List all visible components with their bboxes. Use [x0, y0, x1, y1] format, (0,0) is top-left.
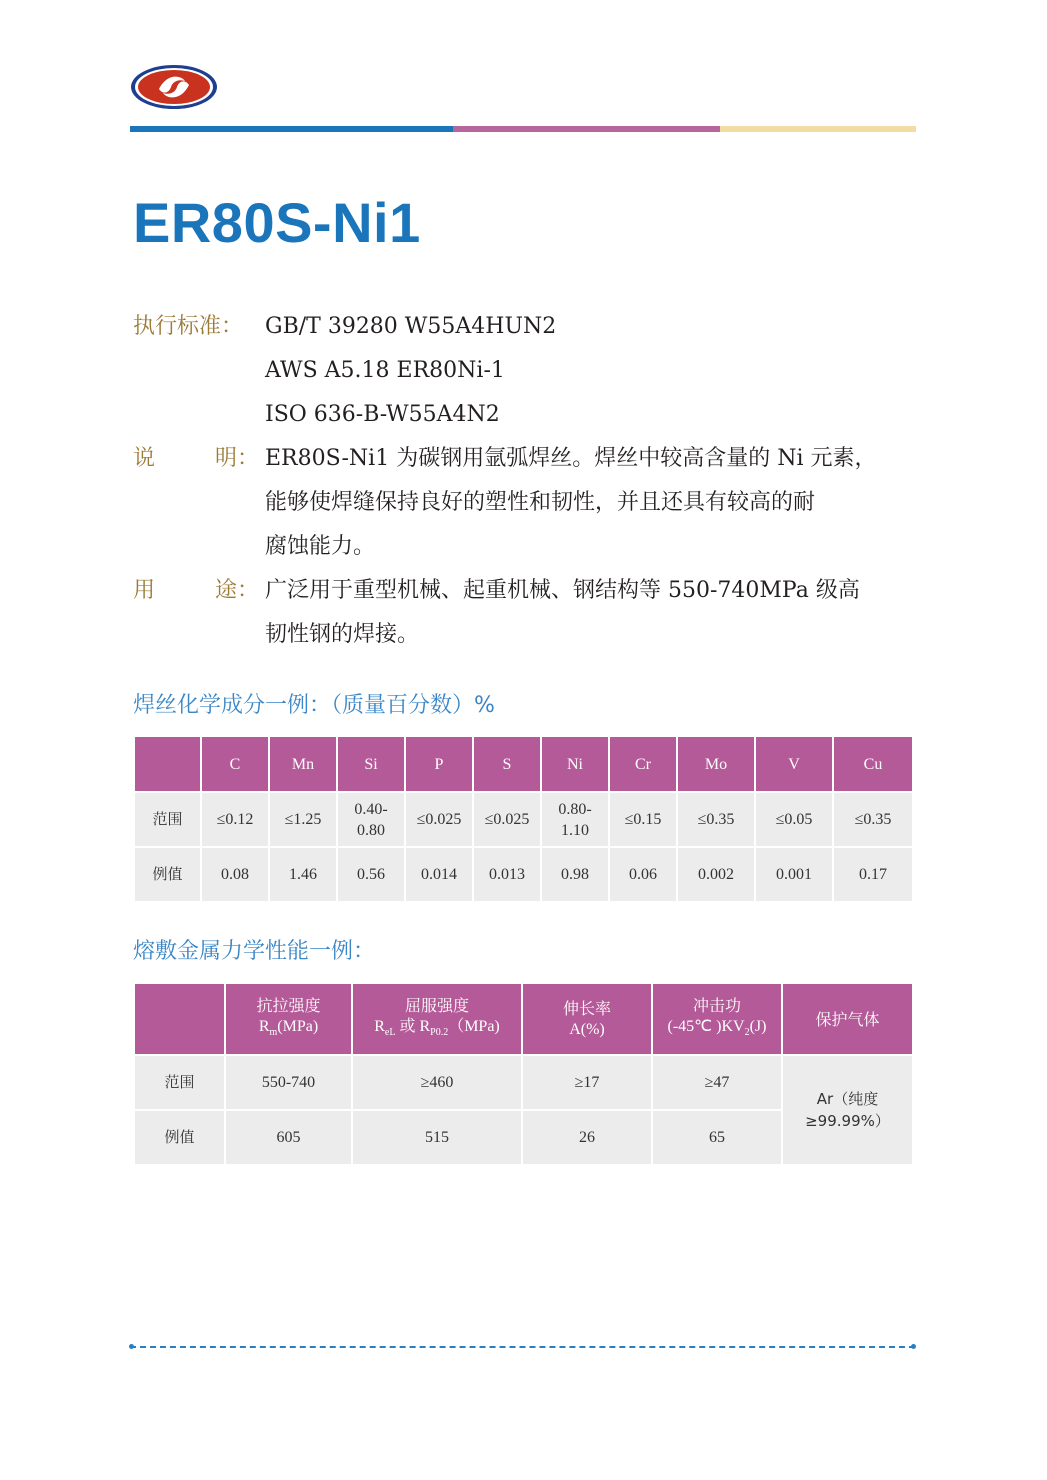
chem-cell: 0.17 — [833, 847, 912, 901]
description-label-b: 明： — [215, 446, 260, 471]
chem-cell: 0.06 — [609, 847, 677, 901]
chem-header-cell: P — [405, 737, 473, 792]
description-line: 能够使焊缝保持良好的塑性和韧性，并且还具有较高的耐 — [265, 490, 816, 515]
chem-table — [135, 737, 912, 901]
company-logo — [129, 63, 219, 111]
mech-header-gas: 保护气体 — [782, 984, 912, 1055]
mech-header-tensile — [225, 984, 352, 1055]
chem-cell: 0.56 — [337, 847, 405, 901]
usage-line: 韧性钢的焊接。 — [265, 622, 420, 647]
chem-header-cell: Mn — [269, 737, 337, 792]
mech-header-impact-unit — [653, 1016, 781, 1043]
chem-header-cell: Ni — [541, 737, 609, 792]
chem-header-cell: Cr — [609, 737, 677, 792]
product-title: ER80S-Ni1 — [133, 191, 421, 254]
footer-dot-right — [911, 1344, 916, 1349]
chem-cell: 0.001 — [755, 847, 833, 901]
mech-cell: 65 — [652, 1110, 782, 1164]
header-bar-purple — [453, 126, 720, 132]
chem-header-cell — [135, 737, 201, 792]
chem-cell: 0.08 — [201, 847, 269, 901]
footer-dashed-line — [130, 1346, 915, 1348]
description-text — [265, 437, 913, 569]
chem-header-cell: C — [201, 737, 269, 792]
description-line: 腐蚀能力。 — [265, 534, 376, 559]
chem-cell: ≤0.35 — [833, 792, 912, 847]
mech-row-label: 例值 — [135, 1110, 225, 1164]
unit-tail: (MPa) — [277, 1017, 319, 1035]
mech-gas-cell — [782, 1055, 912, 1164]
standard-value: GB/T 39280 W55A4HUN2 — [265, 314, 557, 339]
mech-header-tensile-unit — [226, 1016, 351, 1043]
chem-cell: ≤0.15 — [609, 792, 677, 847]
chem-cell: 0.013 — [473, 847, 541, 901]
chem-cell: 0.002 — [677, 847, 755, 901]
mech-header-elongation — [522, 984, 652, 1055]
standard-value: AWS A5.18 ER80Ni-1 — [265, 358, 505, 383]
mech-table — [135, 984, 912, 1164]
description-label-a: 说 — [133, 446, 156, 471]
chem-cell: 1.46 — [269, 847, 337, 901]
mech-header-impact-label: 冲击功 — [692, 995, 741, 1015]
standard-value: ISO 636-B-W55A4N2 — [265, 402, 500, 427]
unit-sub: eL — [384, 1027, 396, 1039]
chem-row-label: 例值 — [135, 847, 201, 901]
mech-cell: 605 — [225, 1110, 352, 1164]
chem-header-cell: Mo — [677, 737, 755, 792]
usage-line: 广泛用于重型机械、起重机械、钢结构等 550-740MPa 级高 — [265, 578, 860, 603]
mech-section-title: 熔敷金属力学性能一例： — [133, 939, 376, 964]
chem-header-cell: S — [473, 737, 541, 792]
header-bar-blue — [130, 126, 453, 132]
mech-cell: ≥47 — [652, 1055, 782, 1110]
unit-text: R — [258, 1017, 270, 1035]
chem-cell: ≤1.25 — [269, 792, 337, 847]
mech-cell: 550-740 — [225, 1055, 352, 1110]
chem-cell: 0.80- 1.10 — [541, 792, 609, 847]
chem-range-row — [135, 792, 912, 847]
description-line: ER80S-Ni1 为碳钢用氩弧焊丝。焊丝中较高含量的 Ni 元素， — [265, 446, 877, 471]
chem-header-cell: Cu — [833, 737, 912, 792]
mech-range-row — [135, 1055, 912, 1110]
unit-sub: m — [269, 1027, 278, 1039]
unit-tail: (J) — [749, 1017, 767, 1035]
mech-cell: ≥460 — [352, 1055, 522, 1110]
chem-section-title: 焊丝化学成分一例：（质量百分数）% — [133, 693, 495, 718]
standards-label-text: 执行标准 — [133, 314, 222, 339]
chem-header-cell: Si — [337, 737, 405, 792]
mech-header-elongation-label: 伸长率 — [562, 999, 611, 1018]
chem-example-row — [135, 847, 912, 901]
mech-header-impact — [652, 984, 782, 1055]
mech-cell: 515 — [352, 1110, 522, 1164]
mech-header-cell — [135, 984, 225, 1055]
chem-cell: ≤0.05 — [755, 792, 833, 847]
chem-header-cell: V — [755, 737, 833, 792]
mech-header-yield — [352, 984, 522, 1055]
chem-cell: ≤0.025 — [405, 792, 473, 847]
usage-label-b: 途： — [215, 578, 260, 603]
mech-cell: 26 — [522, 1110, 652, 1164]
unit-text: R — [374, 1017, 385, 1035]
chem-cell: ≤0.12 — [201, 792, 269, 847]
unit-text: (-45℃ )KV — [667, 1017, 745, 1035]
mech-header-tensile-label: 抗拉强度 — [256, 995, 321, 1015]
chem-row-label: 范围 — [135, 792, 201, 847]
header-bar-beige — [720, 126, 916, 132]
mech-header-elongation-unit: A(%) — [569, 1021, 605, 1038]
chem-cell: 0.98 — [541, 847, 609, 901]
footer-dot-left — [129, 1344, 134, 1349]
gas-line: Ar（纯度 — [816, 1090, 879, 1108]
usage-text — [265, 569, 913, 657]
usage-label-a: 用 — [133, 578, 156, 603]
unit-sub: 2 — [744, 1027, 750, 1039]
chem-cell: 0.40- 0.80 — [337, 792, 405, 847]
standards-values — [265, 305, 913, 437]
mech-header-yield-unit — [353, 1016, 521, 1043]
unit-tail: （MPa) — [448, 1017, 500, 1035]
standards-label-colon: ： — [221, 314, 244, 339]
chem-cell: ≤0.35 — [677, 792, 755, 847]
chem-cell: 0.014 — [405, 847, 473, 901]
unit-sub: P0.2 — [430, 1027, 449, 1039]
unit-text: 或 R — [395, 1017, 431, 1035]
chem-header-row — [135, 737, 912, 792]
mech-row-label: 范围 — [135, 1055, 225, 1110]
mech-cell: ≥17 — [522, 1055, 652, 1110]
mech-header-yield-label: 屈服强度 — [404, 995, 469, 1015]
chem-cell: ≤0.025 — [473, 792, 541, 847]
mech-header-row — [135, 984, 912, 1055]
gas-line: ≥99.99%） — [805, 1112, 890, 1130]
